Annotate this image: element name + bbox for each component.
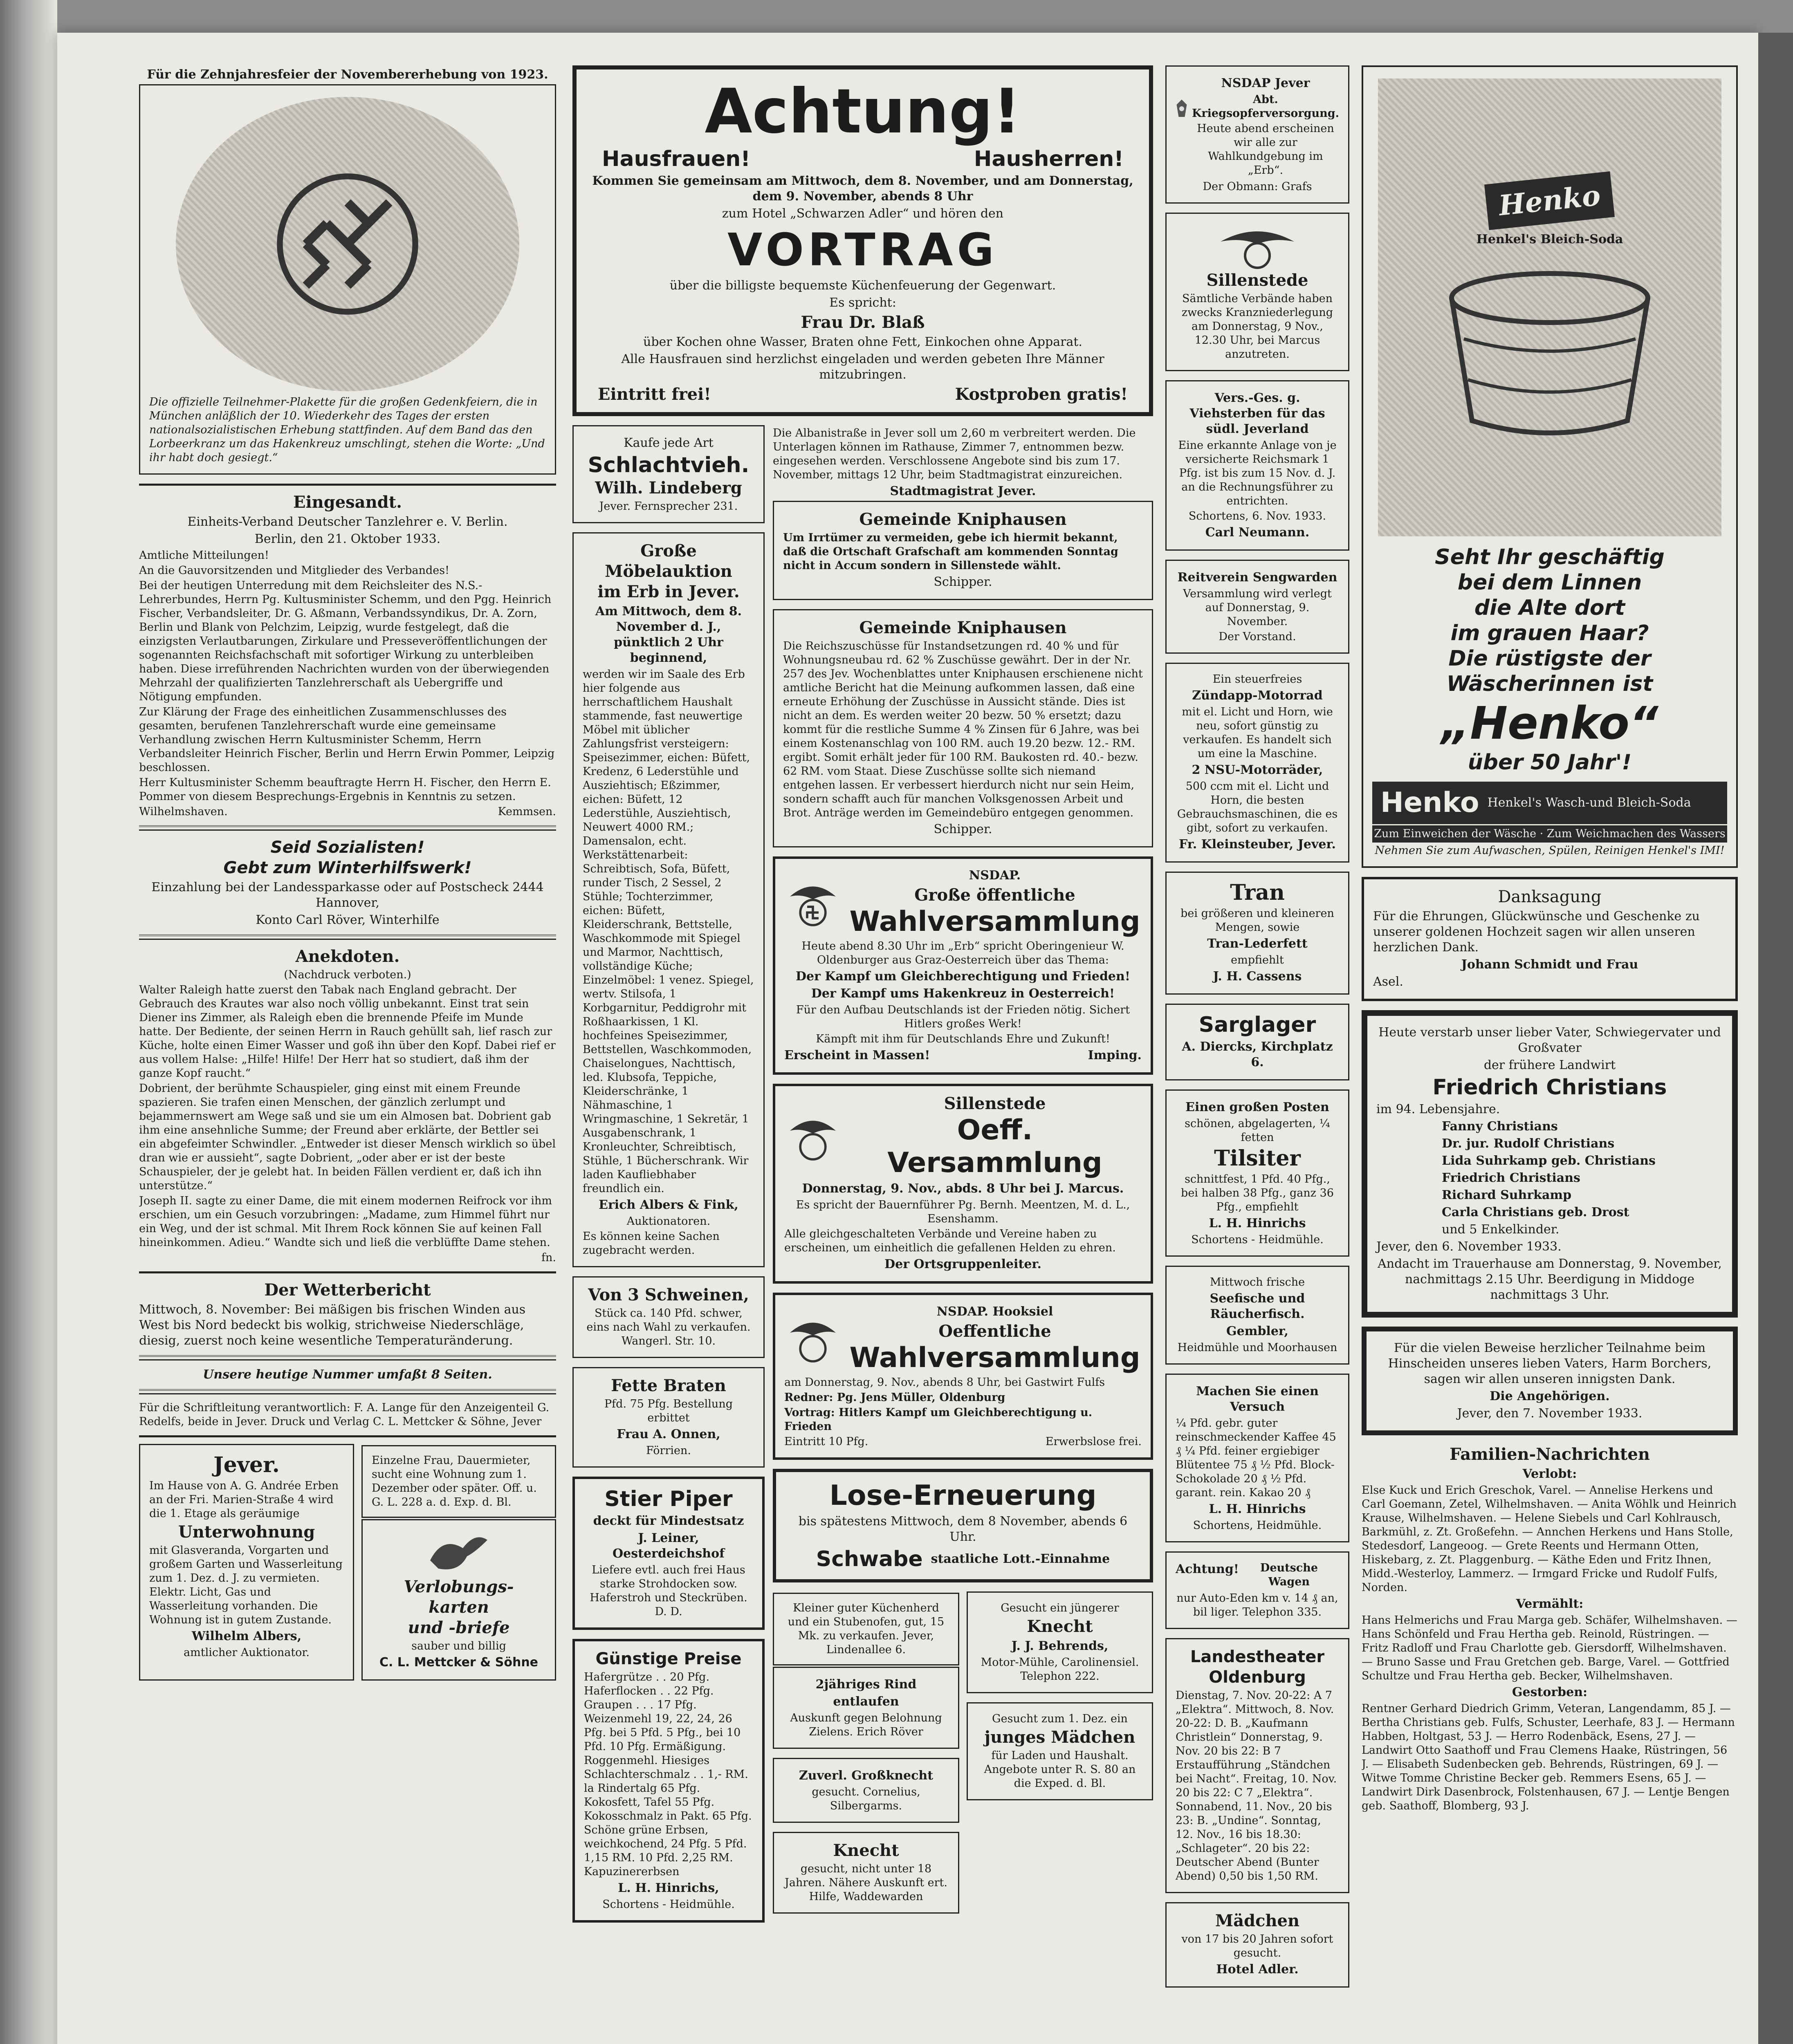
gemeinde-notice-2 bbox=[773, 609, 1153, 847]
badge-photo bbox=[176, 97, 519, 391]
moebel-l3: im Erb in Jever. bbox=[597, 582, 740, 601]
familie-sub1: Verlobt: bbox=[1522, 1467, 1577, 1481]
trauer-m7: und 5 Enkelkinder. bbox=[1442, 1222, 1560, 1237]
nsdap1-text3: Kämpft mit ihm für Deutschlands Ehre und Zukunft! bbox=[816, 1033, 1110, 1045]
jever-wohnung-ad bbox=[139, 1444, 354, 1681]
auto-text: nur Auto-Eden km v. 14 ₰ an, bil liger. Telephon 335. bbox=[1176, 1592, 1338, 1618]
verlobung-l4: sauber und billig bbox=[411, 1640, 506, 1652]
achtung-spricht: Es spricht: bbox=[829, 296, 896, 310]
versuch-place: Schortens, Heidmühle. bbox=[1193, 1519, 1322, 1532]
sill-big: Oeff. Versammlung bbox=[887, 1114, 1102, 1179]
tils-name: L. H. Hinrichs bbox=[1209, 1216, 1306, 1230]
henko-brand: „Henko“ bbox=[1441, 697, 1658, 749]
anekdoten-title: Anekdoten. bbox=[295, 947, 400, 966]
moebelauktion-ad bbox=[572, 532, 765, 1267]
reit-sign: Der Vorstand. bbox=[1219, 630, 1296, 643]
tilsiter-ad bbox=[1165, 1089, 1349, 1257]
dank2-date: Jever, den 7. November 1933. bbox=[1457, 1406, 1643, 1421]
wohnung-gesuch-ad: Einzelne Frau, Dauermieter, sucht eine Wohnung zum 1. Dezember oder später. Off. u. G. L. 228 a. d. Exp. d. Bl. bbox=[361, 1445, 556, 1518]
henko-slogan-2: bei dem Linnen bbox=[1457, 570, 1642, 595]
nsdap1-party: NSDAP. bbox=[969, 868, 1021, 883]
jever-ad-text2: mit Glasveranda, Vorgarten und großem Garten und Wasserleitung zum 1. Dez. d. J. zu vermieten. Elektr. Licht, Gas und Wasserleitung vorhanden. Die Wohnung ist in gutem Zustande. bbox=[149, 1544, 343, 1626]
knecht-ad-1 bbox=[773, 1832, 959, 1914]
henko-illustration bbox=[1378, 78, 1721, 536]
trauer-m4: Friedrich Christians bbox=[1442, 1171, 1580, 1185]
reitverein-notice bbox=[1165, 560, 1349, 654]
preise-title: Günstige Preise bbox=[595, 1650, 742, 1668]
braten-name: Frau A. Onnen, bbox=[617, 1427, 720, 1441]
sozialisten-notice bbox=[139, 837, 556, 928]
henko-logo-sub: Zum Einweichen der Wäsche · Zum Weichmachen des Wassers bbox=[1372, 825, 1727, 843]
verlobung-l3: und -briefe bbox=[408, 1618, 510, 1637]
page-edge-shadow bbox=[1758, 33, 1793, 2044]
gem1-title: Gemeinde Kniphausen bbox=[859, 510, 1067, 529]
tran-title: Tran bbox=[1230, 880, 1285, 905]
henko-slogan-5: Die rüstigste der bbox=[1448, 646, 1651, 671]
maedchen-ad-1 bbox=[967, 1702, 1153, 1800]
henko-advertisement bbox=[1362, 65, 1738, 868]
braten-text: Pfd. 75 Pfg. Bestellung erbittet bbox=[604, 1398, 733, 1424]
fisch-title: Seefische und Räucherfisch. bbox=[1210, 1291, 1305, 1321]
familie-sub2: Vermählt: bbox=[1516, 1597, 1584, 1611]
nsdap1-text: Heute abend 8.30 Uhr im „Erb“ spricht Oberingenieur W. Oldenburger aus Graz-Oesterreich über das Thema: bbox=[801, 940, 1124, 966]
henko-slogan-3: die Alte dort bbox=[1474, 596, 1625, 620]
danksagung-place: Asel. bbox=[1373, 975, 1403, 989]
henko-logo-bar bbox=[1372, 782, 1727, 824]
lose-suffix: staatliche Lott.-Einnahme bbox=[931, 1552, 1110, 1566]
badge-caption: Die offizielle Teilnehmer-Plakette für die großen Gedenkfeiern, die in München anläßlich der 10. Wiederkehr des Tages der ersten nationalsozialistischen Erhebung stattfinden. Auf dem Band das den Lorbeerkranz um das Hakenkreuz umschlingt, stehen die Worte: „Und ihr habt doch gesiegt.“ bbox=[149, 396, 545, 464]
trauer-m1: Fanny Christians bbox=[1442, 1119, 1558, 1134]
versicherung-notice bbox=[1165, 380, 1349, 551]
moebel-date: Am Mittwoch, dem 8. November d. J., pünktlich 2 Uhr beginnend, bbox=[595, 604, 742, 665]
rind-l1: 2jähriges Rind bbox=[815, 1677, 917, 1692]
knecht1-title: Knecht bbox=[833, 1841, 899, 1860]
tran-name: J. H. Cassens bbox=[1213, 969, 1302, 984]
column-3 bbox=[1165, 65, 1349, 2044]
kriegsopfer-title: Abt. Kriegsopferversorgung. bbox=[1192, 93, 1340, 120]
jever-ad-big: Unterwohnung bbox=[178, 1522, 315, 1542]
nsdap-wahlversammlung-2 bbox=[773, 1293, 1153, 1460]
badge-photo-box bbox=[139, 84, 556, 475]
kriegsopfer-ad bbox=[1165, 65, 1349, 204]
kuechenherd-ad: Kleiner guter Küchenherd und ein Stubenofen, gut, 15 Mk. zu verkaufen. Jever, Lindenallee 6. bbox=[773, 1593, 959, 1665]
eingesandt-title: Eingesandt. bbox=[293, 493, 402, 512]
sill-text: Alle gleichgeschalteten Verbände und Vereine haben zu erscheinen, um einheitlich die gefallenen Helden zu ehren. bbox=[784, 1228, 1116, 1254]
danksagung-ad bbox=[1362, 877, 1738, 1001]
col1-bottom-ads bbox=[139, 1444, 556, 1690]
nsu-title: 2 NSU-Motorräder, bbox=[1192, 763, 1323, 777]
traueranzeige bbox=[1362, 1010, 1738, 1318]
anekdoten-section bbox=[139, 946, 556, 1265]
verlobung-l5: C. L. Mettcker & Söhne bbox=[379, 1655, 539, 1670]
achtung-speaker: Frau Dr. Blaß bbox=[801, 313, 925, 332]
achtung-text3: über die billigste bequemste Küchenfeuerung der Gegenwart. bbox=[669, 278, 1056, 293]
tils-text: schnittfest, 1 Pfd. 40 Pfg., bei halben 38 Pfg., ganz 36 Pfg., empfiehlt bbox=[1181, 1173, 1334, 1213]
seefische-ad bbox=[1165, 1266, 1349, 1365]
achtung-hausherren: Hausherren! bbox=[974, 147, 1124, 171]
trauer-name: Friedrich Christians bbox=[1432, 1075, 1667, 1100]
dank2-text: Für die vielen Beweise herzlicher Teilnahme beim Hinscheiden unseres lieben Vaters, Harm Borchers, sagen wir allen unseren innigsten Dank. bbox=[1388, 1341, 1712, 1386]
stier-l1: Stier Piper bbox=[604, 1487, 733, 1511]
motor-pre: Ein steuerfreies bbox=[1212, 673, 1302, 686]
albanistrasse-notice: Die Albanistraße in Jever soll um 2,60 m verbreitert werden. Die Unterlagen können im Rathause, Zimmer 7, entnommen bezw. eingesehen werden. Verschlossene Angebote sind bis zum 17. November, mittags 12 Uhr, beim Stadtmagistrat einzureichen. bbox=[773, 427, 1136, 481]
preise-items: Hafergrütze . . 20 Pfg. Haferflocken . . 22 Pfg. Graupen . . . 17 Pfg. Weizenmehl 19, 22, 24, 26 Pfg. bei 5 Pfd. 5 Pfg., bei 10 Pfd. 10 Pfg. Ermäßigung. Roggenmehl. Hiesiges Schlachterschmalz . . 1,- RM. la Rindertalg 65 Pfg. Kokosfett, Tafel 55 Pfg. Kokosschmalz in Pakt. 65 Pfg. Schöne grüne Erbsen, weichkochend, 24 Pfg. 5 Pfd. 1,15 RM. 10 Pfd. 2,25 RM. Kapuzinererbsen bbox=[584, 1671, 752, 1878]
umfang-note: Unsere heutige Nummer umfaßt 8 Seiten. bbox=[203, 1367, 492, 1382]
preise-place: Schortens - Heidmühle. bbox=[602, 1898, 735, 1911]
gem2-sign: Schipper. bbox=[934, 822, 992, 836]
trauer-age: im 94. Lebensjahre. bbox=[1376, 1102, 1500, 1116]
auto-title: Achtung! bbox=[1176, 1562, 1239, 1576]
reit-title: Reitverein Sengwarden bbox=[1177, 570, 1337, 585]
schlacht-big: Schlachtvieh. bbox=[588, 453, 750, 477]
trauer-date: Jever, den 6. November 1933. bbox=[1376, 1239, 1562, 1254]
schweine-ad bbox=[572, 1276, 765, 1358]
sozial-line4: Konto Carl Röver, Winterhilfe bbox=[256, 913, 440, 927]
nsdap2-frei: Erwerbslose frei. bbox=[1045, 1435, 1142, 1448]
sozial-line2: Gebt zum Winterhilfswerk! bbox=[223, 858, 472, 877]
sillenstede-versammlung bbox=[773, 1084, 1153, 1284]
rind-entlaufen-ad bbox=[773, 1667, 959, 1749]
sarglager-ad bbox=[1165, 1004, 1349, 1080]
knecht2-text: Motor-Mühle, Carolinensiel. Telephon 222. bbox=[981, 1656, 1139, 1683]
maedchen1-text: für Laden und Haushalt. Angebote unter R. S. 80 an die Exped. d. Bl. bbox=[984, 1749, 1136, 1790]
trauer-funeral: Andacht im Trauerhause am Donnerstag, 9. November, nachmittags 2.15 Uhr. Beerdigung in Middoge nachmittags 3 Uhr. bbox=[1378, 1257, 1722, 1302]
vers-date: Schortens, 6. Nov. 1933. bbox=[1188, 510, 1326, 522]
achtung-text1: Kommen Sie gemeinsam am Mittwoch, dem 8. November, und am Donnerstag, dem 9. November, abends 8 Uhr bbox=[592, 174, 1133, 204]
knecht2-title: Knecht bbox=[1027, 1617, 1093, 1636]
danksagung-name: Johann Schmidt und Frau bbox=[1461, 957, 1638, 972]
lose-title: Lose-Erneuerung bbox=[829, 1479, 1097, 1512]
nsdap2-big: Wahlversammlung bbox=[849, 1342, 1140, 1374]
sarg-name: A. Diercks, Kirchplatz 6. bbox=[1182, 1040, 1333, 1069]
landestheater-ad bbox=[1165, 1638, 1349, 1893]
moebel-l1: Große bbox=[640, 541, 697, 560]
sill-date: Donnerstag, 9. Nov., abds. 8 Uhr bei J. Marcus. bbox=[802, 1181, 1124, 1196]
braten-ad bbox=[572, 1367, 765, 1468]
stier-l3: J. Leiner, Oesterdeichshof bbox=[612, 1531, 725, 1561]
henko-pack-sub: Henkel's Bleich-Soda bbox=[1476, 232, 1623, 247]
jever-ad-text1: Im Hause von A. G. Andrée Erben an der Fri. Marien-Straße 4 wird die 1. Etage als geräumige bbox=[149, 1479, 339, 1520]
anekdoten-note: (Nachdruck verboten.) bbox=[284, 968, 411, 981]
achtung-ad bbox=[572, 65, 1153, 416]
sillenstede-notice bbox=[1165, 213, 1349, 371]
sozial-line3: Einzahlung bei der Landessparkasse oder auf Postscheck 2444 Hannover, bbox=[151, 880, 544, 910]
achtung-eintritt: Eintritt frei! bbox=[598, 385, 711, 404]
lose-text: bis spätestens Mittwoch, dem 8 November, abends 6 Uhr. bbox=[798, 1514, 1128, 1544]
henko-logo-side: Henkel's Wasch-und Bleich-Soda bbox=[1487, 796, 1691, 810]
lose-name: Schwabe bbox=[816, 1547, 923, 1571]
nsdap-wahlversammlung-1 bbox=[773, 856, 1153, 1075]
nsdap1-theme1: Der Kampf um Gleichberechtigung und Frieden! bbox=[796, 969, 1130, 984]
achtung-text5: Alle Hausfrauen sind herzlichst eingeladen und werden gebeten Ihre Männer mitzubringen. bbox=[621, 352, 1104, 382]
danksagung-2 bbox=[1362, 1327, 1738, 1435]
swastika-badge-icon bbox=[274, 170, 421, 318]
kriegsopfer-text: Heute abend erscheinen wir alle zur Wahlkundgebung im „Erb“. bbox=[1197, 122, 1334, 177]
moebel-firm: Erich Albers & Fink, bbox=[599, 1198, 738, 1212]
nsdap2-party: NSDAP. Hooksiel bbox=[936, 1304, 1053, 1319]
book-binding bbox=[0, 0, 57, 2044]
eagle-swastika-icon bbox=[784, 874, 842, 931]
preise-name: L. H. Hinrichs, bbox=[618, 1881, 719, 1895]
column-4 bbox=[1362, 65, 1738, 2044]
motor-title: Zündapp-Motorrad bbox=[1192, 688, 1323, 703]
henko-logo: Henko bbox=[1380, 787, 1479, 819]
washtub-icon bbox=[1443, 249, 1656, 437]
gem1-sign: Schipper. bbox=[934, 575, 992, 589]
reit-text: Versammlung wird verlegt auf Donnerstag, 9. November. bbox=[1183, 587, 1332, 628]
sill3-text: Sämtliche Verbände haben zwecks Kranzniederlegung am Donnerstag, 9 Nov., 12.30 Uhr, bei Marcus anzutreten. bbox=[1181, 292, 1333, 361]
nsu-name: Fr. Kleinsteuber, Jever. bbox=[1179, 837, 1336, 852]
fisch-pre: Mittwoch frische bbox=[1210, 1276, 1305, 1289]
verlobung-l2: karten bbox=[429, 1598, 489, 1617]
stier-text: Liefere evtl. auch frei Haus starke Strohdocken sow. Haferstroh und Steckrüben. D. D. bbox=[590, 1564, 747, 1618]
nsu-text: 500 ccm mit el. Licht und Horn, die besten Gebrauchsmaschinen, die es gibt, sofort zu verkaufen. bbox=[1177, 780, 1338, 834]
eingesandt-sign-place: Wilhelmshaven. bbox=[139, 805, 228, 818]
auto-sub: Deutsche Wagen bbox=[1260, 1562, 1318, 1588]
maedchen2-name: Hotel Adler. bbox=[1216, 1962, 1299, 1977]
dank2-sign: Die Angehörigen. bbox=[1490, 1389, 1610, 1403]
kriegsopfer-obmann: Der Obmann: Grafs bbox=[1203, 180, 1312, 193]
knecht1-text: gesucht, nicht unter 18 Jahren. Nähere Auskunft ert. Hilfe, Waddewarden bbox=[785, 1862, 947, 1903]
eingesandt-section bbox=[139, 492, 556, 819]
sarg-title: Sarglager bbox=[1198, 1013, 1316, 1037]
moebel-firm-title: Auktionatoren. bbox=[626, 1215, 711, 1228]
eagle-swastika-icon bbox=[784, 1310, 842, 1367]
maedchen1-title: junges Mädchen bbox=[984, 1728, 1135, 1747]
anekdote-1: Walter Raleigh hatte zuerst den Tabak nach England gebracht. Der Gebrauch des Krautes war also noch völlig unbekannt. Einst trat sein Diener ins Zimmer, als Raleigh eben die brennende Pfeife im Munde hatte. Der Bediente, der seinen Herrn in Rauch gehüllt sah, lief rasch zur Küche, holte einen Eimer Wasser und goß ihn über den Kopf. Dabei rief er aus vollem Halse: „Hilfe! Hilfe! Der Herr hat so studiert, daß ihm der ganze Kopf raucht.“ bbox=[139, 984, 556, 1080]
nsdap1-l1: Große öffentliche bbox=[914, 885, 1075, 905]
column-1 bbox=[139, 65, 556, 2044]
nsdap1-big: Wahlversammlung bbox=[849, 905, 1140, 938]
trauer-m3: Lida Suhrkamp geb. Christians bbox=[1442, 1154, 1656, 1168]
henko-slogan-1: Seht Ihr geschäftig bbox=[1435, 545, 1665, 569]
grossknecht-text: gesucht. Cornelius, Silbergarms. bbox=[812, 1786, 920, 1812]
achtung-text2: zum Hotel „Schwarzen Adler“ und hören den bbox=[722, 206, 1004, 221]
posten-text: schönen, abgelagerten, ¼ fetten bbox=[1185, 1117, 1330, 1144]
rind-l2: entlaufen bbox=[833, 1694, 899, 1709]
braten-title: Fette Braten bbox=[611, 1376, 726, 1395]
danksagung-title: Danksagung bbox=[1498, 888, 1602, 906]
theater-text: Dienstag, 7. Nov. 20-22: A 7 „Elektra“. Mittwoch, 8. Nov. 20-22: D. B. „Kaufmann Christlein“ Donnerstag, 9. Nov. 20 bis 22: B 7 Erstaufführung „Ständchen bei Nacht“. Freitag, 10. Nov. 20 bis 22: C 7 „Elektra“. Sonnabend, 11. Nov., 20 bis 23: B. „Undine“. Sonntag, 12. Nov., 16 bis 18.30: „Schlageter“. 20 bis 22: Deutscher Abend (Bunter Abend) 0,50 bis 1,50 RM. bbox=[1176, 1689, 1337, 1883]
gemeinde-notice-1 bbox=[773, 501, 1153, 600]
achtung-title: Achtung! bbox=[705, 76, 1021, 147]
eingesandt-date: Berlin, den 21. Oktober 1933. bbox=[254, 532, 441, 546]
wetter-title: Der Wetterbericht bbox=[264, 1280, 431, 1300]
rind-text: Auskunft gegen Belohnung Zielens. Erich Röver bbox=[790, 1712, 942, 1738]
schlachtvieh-ad bbox=[572, 425, 765, 523]
trauer-m2: Dr. jur. Rudolf Christians bbox=[1442, 1136, 1615, 1151]
vers-text: Eine erkannte Anlage von je versicherte Reichsmark 1 Pfg. ist bis zum 15 Nov. d. J. an die Rechnungsführer zu entrichten. bbox=[1178, 439, 1337, 507]
sill-place: Sillenstede bbox=[944, 1094, 1046, 1113]
jever-ad-agent-title: amtlicher Auktionator. bbox=[184, 1646, 310, 1659]
preise-ad bbox=[572, 1639, 765, 1923]
lose-erneuerung-ad bbox=[773, 1469, 1153, 1582]
verlobung-ad bbox=[361, 1519, 556, 1681]
nsdap-jever: NSDAP Jever bbox=[1221, 76, 1310, 90]
posten-title: Einen großen Posten bbox=[1185, 1100, 1329, 1114]
jever-ad-agent: Wilhelm Albers, bbox=[191, 1629, 302, 1643]
versuch-text: ¼ Pfd. gebr. guter reinschmeckender Kaffee 45 ₰ ¼ Pfd. feiner ergiebiger Blütentee 75 ₰ ½ Pfd. Block-Schokolade 20 ₰ ½ Pfd. garant. rein. Kakao 20 ₰ bbox=[1176, 1417, 1336, 1499]
moebel-l2: Möbelauktion bbox=[605, 562, 732, 581]
schlacht-addr: Jever. Fernsprecher 231. bbox=[599, 500, 738, 513]
theater-title: Landestheater Oldenburg bbox=[1190, 1647, 1325, 1687]
braten-place: Förrien. bbox=[646, 1444, 691, 1457]
wetter-text: Mittwoch, 8. November: Bei mäßigen bis frischen Winden aus West bis Nord bedeckt bis wolkig, strichweise Niederschläge, diesig, zuerst noch keine wesentliche Temperaturänderung. bbox=[139, 1302, 526, 1348]
stier-l2: deckt für Mindestsatz bbox=[593, 1514, 744, 1528]
dove-icon bbox=[426, 1528, 491, 1577]
stier-piper-ad bbox=[572, 1477, 765, 1630]
nsdap2-text: am Donnerstag, 9. Nov., abends 8 Uhr, bei Gastwirt Fulfs bbox=[784, 1376, 1105, 1389]
versuch-title: Machen Sie einen Versuch bbox=[1196, 1384, 1319, 1414]
verlobung-l1: Verlobungs- bbox=[404, 1577, 514, 1596]
sozial-line1: Seid Sozialisten! bbox=[270, 838, 425, 857]
schweine-title: Von 3 Schweinen, bbox=[588, 1285, 749, 1304]
nsdap2-vortrag: Vortrag: Hitlers Kampf um Gleichberechtigung u. Frieden bbox=[784, 1406, 1093, 1433]
motorrad-ad bbox=[1165, 663, 1349, 863]
nsdap-badge-icon bbox=[1176, 74, 1188, 143]
eagle-swastika-icon bbox=[1216, 221, 1298, 270]
henko-pack-label: Henko bbox=[1484, 171, 1615, 230]
schlacht-name: Wilh. Lindeberg bbox=[595, 478, 742, 498]
schlacht-l1: Kaufe jede Art bbox=[624, 436, 714, 450]
maedchen1-pre: Gesucht zum 1. Dez. ein bbox=[992, 1712, 1128, 1725]
knecht2-name: J. J. Behrends, bbox=[1011, 1639, 1109, 1653]
trauer-m6: Carla Christians geb. Drost bbox=[1442, 1205, 1629, 1219]
knecht-ad-2 bbox=[967, 1591, 1153, 1693]
henko-slogan-6: Wäscherinnen ist bbox=[1446, 672, 1653, 696]
anekdote-3: Joseph II. sagte zu einer Dame, die mit einem modernen Reifrock vor ihm erschien, um ein Gesuch vorzubringen: „Madame, zum Himmel führt nur ein Weg, und der ist schmal. Mit Ihrem Rock können Sie auf keinen Fall hineinkommen. Adieu.“ Wandte sich und ließ die verblüffte Dame stehen. bbox=[139, 1195, 552, 1249]
eagle-swastika-icon bbox=[784, 1108, 842, 1165]
tran-text: bei größeren und kleineren Mengen, sowie bbox=[1180, 907, 1334, 934]
nsdap2-eintritt: Eintritt 10 Pfg. bbox=[784, 1435, 868, 1448]
maedchen-ad-2 bbox=[1165, 1902, 1349, 1988]
badge-heading: Für die Zehnjahresfeier der Novembererhebung von 1923. bbox=[147, 67, 548, 82]
familie-title: Familien-Nachrichten bbox=[1450, 1445, 1650, 1464]
tilsiter-title: Tilsiter bbox=[1214, 1146, 1301, 1171]
eingesandt-body3: Herr Kultusminister Schemm beauftragte Herrn H. Fischer, den Herrn E. Pommer von diesem Besprechungs-Ergebnis in Kenntnis zu setzen. bbox=[139, 776, 551, 803]
eingesandt-sub1: Amtliche Mitteilungen! bbox=[139, 549, 269, 562]
nsdap1-theme2: Der Kampf ums Hakenkreuz in Oesterreich! bbox=[811, 986, 1115, 1001]
achtung-kostproben: Kostproben gratis! bbox=[955, 385, 1128, 404]
familie-verlobt: Else Kuck und Erich Greschok, Varel. — Annelise Herkens und Carl Goemann, Zetel, Wilhelmshaven. — Anita Wöhlk und Heinrich Krause, Wilhelmshaven. — Helene Siebels und Carl Kohlrausch, Barkmühl, z. Zt. Großefehn. — Annchen Herkens und Hans Stolle, Stedesdorf, Langeoog. — Grete Reents und Hermann Otten, Hiskebarg, z. Zt. Plaggenburg. — Käthe Eden und Fritz Ihnen, Midd.-Westerloy, Lammerz. — Irmgard Fricke und Rudolf Fulfs, Norden. bbox=[1362, 1484, 1737, 1594]
anekdoten-sign: fn. bbox=[541, 1251, 556, 1264]
knecht2-pre: Gesucht ein jüngerer bbox=[1001, 1602, 1119, 1614]
impressum: Für die Schriftleitung verantwortlich: F. A. Lange für den Anzeigenteil G. Redelfs, beide in Jever. Druck und Verlag C. L. Mettcker & Söhne, Jever bbox=[139, 1401, 550, 1428]
fisch-name: Gembler, bbox=[1226, 1324, 1288, 1338]
sill-sign: Der Ortsgruppenleiter. bbox=[884, 1257, 1041, 1271]
achtung-text4: über Kochen ohne Wasser, Braten ohne Fett, Einkochen ohne Apparat. bbox=[643, 335, 1082, 349]
familie-vermaehlt: Hans Helmerichs und Frau Marga geb. Schäfer, Wilhelmshaven. — Hans Schönfeld und Frau Hertha geb. Reinold, Rüstringen. — Fritz Radloff und Frau Charlotte geb. Giersdorff, Wilhelmshaven. — Bruno Sasse und Frau Gretchen geb. Barge, Varel. — Gottfried Schultze und Frau Hertha geb. Becker, Wilhelmshaven. bbox=[1362, 1614, 1737, 1682]
eingesandt-sign-name: Kemmsen. bbox=[498, 805, 556, 818]
motor-text: mit el. Licht und Horn, wie neu, sofort günstig zu verkaufen. Es handelt sich um eine la Maschine. bbox=[1182, 706, 1333, 760]
nsdap2-redner: Redner: Pg. Jens Müller, Oldenburg bbox=[784, 1391, 1005, 1404]
nsdap2-l1: Oeffentliche bbox=[938, 1322, 1051, 1341]
versuch-ad bbox=[1165, 1374, 1349, 1542]
eingesandt-sub2: An die Gauvorsitzenden und Mitglieder des Verbandes! bbox=[139, 564, 449, 577]
trauer-m5: Richard Suhrkamp bbox=[1442, 1188, 1572, 1202]
grossknecht-title: Zuverl. Großknecht bbox=[799, 1768, 934, 1783]
familie-sub3: Gestorben: bbox=[1512, 1685, 1588, 1699]
tran-ad bbox=[1165, 872, 1349, 995]
moebel-text: werden wir im Saale des Erb hier folgende aus herrschaftlichem Haushalt stammende, fast neuwertige Möbel mit üblicher Zahlungsfrist versteigern: Speisezimmer, eichen: Büfett, Kredenz, 6 Lederstühle und Ausziehtisch; Eßzimmer, eichen: Büfett, 12 Lederstühle, Ausziehtisch, Neuwert 4000 RM.; Damensalon, echt. Werkstättenarbeit: Schreibtisch, Sofa, Büfett, runder Tisch, 2 Sessel, 2 Stühle; Tochterzimmer, eichen: Büfett, Kleiderschrank, Bettstelle, Waschkommode mit Spiegel und Marmor, Nachttisch, vollständige Küche; Einzelmöbel: 1 venez. Spiegel, wertv. Stilsofa, 1 Korbgarnitur, Peddigrohr mit Roßhaarkissen, 1 Kl. hochfeines Speisezimmer, Bettstellen, Waschkommoden, Chaiselongues, Nachttisch, led. Klubsofa, Teppiche, Kleiderschränke, 1 Nähmaschine, 1 Wringmaschine, 1 Sekretär, 1 Ausgabenschrank, 1 Kronleuchter, Schreibtisch, Stühle, 1 Bücherschrank. Wir laden Kaufliebhaber freundlich ein. bbox=[583, 668, 754, 1195]
achtung-hausfrauen: Hausfrauen! bbox=[602, 147, 750, 171]
col2-two-subcolumns bbox=[572, 425, 1153, 1932]
danksagung-text: Für die Ehrungen, Glückwünsche und Geschenke zu unserer goldenen Hochzeit sagen wir allen unseren herzlichen Dank. bbox=[1373, 909, 1700, 955]
anekdote-2: Dobrient, der berühmte Schauspieler, ging einst mit einem Freunde spazieren. Sie trafen einen Menschen, der gänzlich zerlumpt und bejammernswert am Wege saß und sie um ein Almosen bat. Dobrient gab ihm eine ansehnliche Summe; der Freund aber erklärte, der Bettler sei ein abgefeimter Schwindler. „Entweder ist dieser Mensch wirklich so übel dran wie er aussieht“, sagte Dobrient, „oder aber er ist der beste Schauspieler, der je gelebt hat. In beiden Fällen verdient er, daß ich ihn unterstütze.“ bbox=[139, 1082, 556, 1192]
trauer-text1: Heute verstarb unser lieber Vater, Schwiegervater und Großvater bbox=[1378, 1025, 1721, 1055]
tran-sub: Tran-Lederfett bbox=[1207, 937, 1308, 951]
tran-text2: empfiehlt bbox=[1231, 954, 1284, 966]
gem2-title: Gemeinde Kniphausen bbox=[859, 618, 1067, 637]
schweine-text: Stück ca. 140 Pfd. schwer, eins nach Wahl zu verkaufen. Wangerl. Str. 10. bbox=[586, 1307, 751, 1347]
familie-gestorben: Rentner Gerhard Diedrich Grimm, Veteran, Langendamm, 85 J. — Bertha Christians geb. Fulfs, Schuster, Leerhafe, 83 J. — Hermann Habben, Holtgast, 53 J. — Herro Rodenbäck, Esens, 27 J. — Landwirt Otto Saathoff und Frau Clemens Haake, Rüstringen, 56 J. — Elisabeth Sudenbecken geb. Behrends, Rüstringen, 69 J. — Witwe Tomme Christine Becker geb. Remmers Esens, 65 J. — Landwirt Dirk Dasenbrock, Folstenhausen, 67 J. — Lentje Bengen geb. Saathoff, Blomberg, 93 J. bbox=[1362, 1702, 1735, 1812]
sill3-title: Sillenstede bbox=[1206, 271, 1308, 290]
vers-title: Vers.-Ges. g. Viehsterben für das südl. Jeverland bbox=[1189, 391, 1325, 436]
henko-tagline: Nehmen Sie zum Aufwaschen, Spülen, Reinigen Henkel's IMI! bbox=[1375, 844, 1725, 857]
sill-speaker: Es spricht der Bauernführer Pg. Bernh. Meentzen, M. d. L., Esenshamm. bbox=[796, 1199, 1130, 1225]
maedchen2-title: Mädchen bbox=[1215, 1911, 1300, 1930]
nsdap1-footer-left: Erscheint in Massen! bbox=[784, 1048, 930, 1062]
vers-name: Carl Neumann. bbox=[1205, 525, 1310, 540]
albani-sign: Stadtmagistrat Jever. bbox=[890, 484, 1036, 498]
tils-place: Schortens - Heidmühle. bbox=[1191, 1233, 1324, 1246]
nsdap1-footer-right: Imping. bbox=[1088, 1048, 1142, 1062]
versuch-name: L. H. Hinrichs bbox=[1209, 1502, 1306, 1516]
gem2-text: Die Reichszuschüsse für Instandsetzungen rd. 40 % und für Wohnungsneubau rd. 62 % Zuschüsse gewährt. Der in der Nr. 257 des Jev. Wochenblattes unter Kniphausen erschienene nicht amtliche Bericht hat die Meinung aufkommen lassen, daß eine erneute Erhöhung der Zuschüsse in Aussicht stände. Dies ist nicht an dem. Es werden weiter 20 bezw. 50 % ersetzt; dazu kommt für die restliche Summe 4 % Zinsen für 6 Jahre, was bei einem Kostenanschlag von 100 RM. auch 19.20 bezw. 12.- RM. ergibt. Somit erhält jeder für 100 RM. Baukosten rd. 40.- bezw. 62 RM. vom Staat. Diese Zuschüsse sollte sich niemand entgehen lassen. Er verbessert hierdurch nicht nur sein Heim, sondern schafft auch für manchen Volksgenossen Arbeit und Brot. Anträge werden im Gemeindebüro entgegen genommen. bbox=[783, 640, 1143, 819]
trauer-text2: der frühere Landwirt bbox=[1483, 1058, 1616, 1072]
henko-slogan-7: über 50 Jahr'! bbox=[1468, 750, 1632, 775]
henko-slogan-4: im grauen Haar? bbox=[1450, 621, 1649, 645]
nsdap1-text2: Für den Aufbau Deutschlands ist der Frieden nötig. Sichert Hitlers großes Werk! bbox=[796, 1004, 1130, 1030]
fisch-place: Heidmühle und Moorhausen bbox=[1177, 1341, 1337, 1354]
moebel-note: Es können keine Sachen zugebracht werden. bbox=[583, 1230, 720, 1257]
familien-nachrichten bbox=[1362, 1444, 1738, 1813]
wetter-section bbox=[139, 1280, 556, 1349]
auto-eden-ad bbox=[1165, 1551, 1349, 1629]
achtung-vortrag: VORTRAG bbox=[727, 224, 998, 276]
eingesandt-org: Einheits-Verband Deutscher Tanzlehrer e. V. Berlin. bbox=[187, 515, 508, 529]
jever-ad-title: Jever. bbox=[213, 1452, 280, 1477]
column-2 bbox=[572, 65, 1153, 2044]
grossknecht-ad bbox=[773, 1758, 959, 1823]
maedchen2-text: von 17 bis 20 Jahren sofort gesucht. bbox=[1181, 1933, 1333, 1959]
eingesandt-body1: Bei der heutigen Unterredung mit dem Reichsleiter des N.S.-Lehrerbundes, Herrn Pg. Kultusminister Schemm, und den Pgg. Heinrich Fischer, Verbandsleiter, Dr. G. Aßmann, Verbandssyndikus, Dr. A. Zorn, Berlin und Blank von Pelchzim, Leipzig, wurde festgelegt, daß die einzigsten Verlautbarungen, Zirkulare und Presseveröffentlichungen der sogenannten Reichsfachschaft mit sofortiger Wirkung zu unterbleiben haben. Diese irreführenden Nachrichten wurden von der überwiegenden Mehrzahl der qualifizierten Tanzlehrerschaft als Uebergriffe und Nötigung empfunden. bbox=[139, 579, 552, 703]
eingesandt-body2: Zur Klärung der Frage des einheitlichen Zusammenschlusses des gesamten, berufenen Tanzlehrerschaft wurde eine gemeinsame Verhandlung zwischen Herrn Kultusminister Schemm, Herrn Verbandsleiter Heinrich Fischer, Berlin und Herrn Erwin Pommer, Leipzig beschlossen. bbox=[139, 706, 555, 774]
gem1-text: Um Irrtümer zu vermeiden, gebe ich hiermit bekannt, daß die Ortschaft Grafschaft am kommenden Sonntag nicht in Accum sondern in Sillenstede wählt. bbox=[783, 531, 1118, 572]
